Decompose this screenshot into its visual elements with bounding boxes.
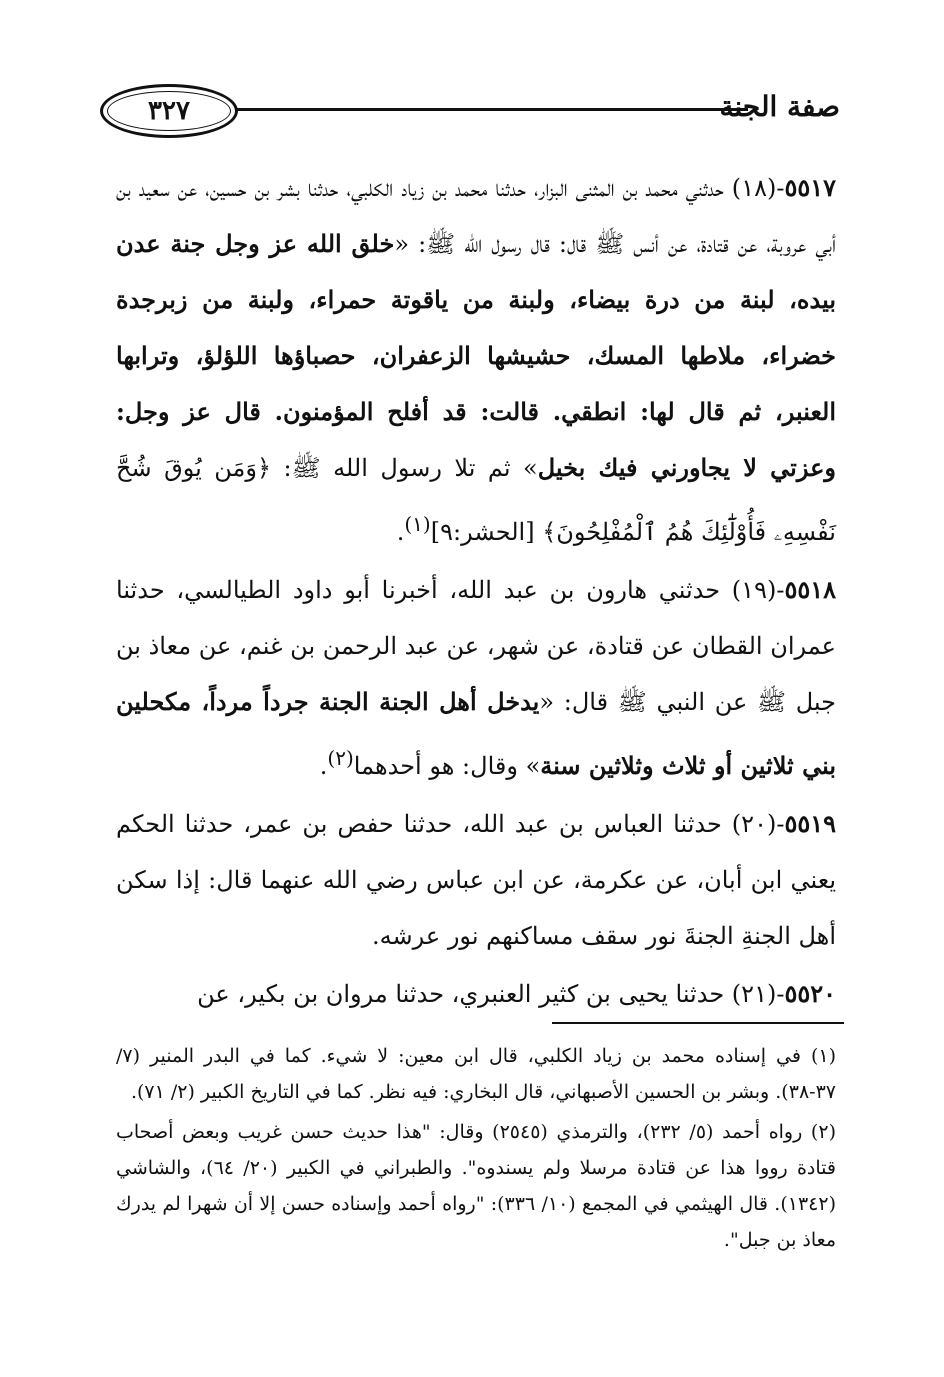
hadith-text: -(٢٠) حدثنا العباس بن عبد الله، حدثنا حفص بن عمر، حدثنا الحكم يعني ابن أبان، عن عكرمة، عن ابن عباس رضي الله عنهما قال: إذا سكن أهل الجنةِ الجنةَ نور سقف مساكنهم نور عرشه. bbox=[116, 810, 837, 950]
main-text bbox=[116, 160, 836, 1024]
hadith-5518 bbox=[116, 562, 836, 794]
hadith-number: ٥٥١٧ bbox=[784, 173, 837, 202]
footnotes bbox=[116, 1038, 836, 1262]
quran-verse: ﴿وَمَن يُوقَ شُحَّ نَفْسِهِۦ فَأُوْلَٰٓئِكَ هُمُ ٱلْمُفْلِحُونَ﴾ bbox=[116, 454, 836, 546]
footnote-1: (١) في إسناده محمد بن زياد الكلبي، قال ابن معين: لا شيء. كما في البدر المنير (٧/ ٣٧-٣٨). وبشر بن الحسين الأصبهاني، قال البخاري: فيه نظر. كما في التاريخ الكبير (٢/ ٧١). bbox=[116, 1045, 836, 1103]
page-number: ٣٢٧ bbox=[148, 96, 190, 126]
running-title: صفة الجنة bbox=[719, 90, 840, 123]
page-header bbox=[100, 82, 840, 142]
footnote-marker: (١) bbox=[404, 512, 431, 536]
hadith-number: ٥٥١٨ bbox=[784, 575, 836, 604]
hadith-number: ٥٥٢٠ bbox=[784, 979, 836, 1008]
hadith-text: -(١٨) حدثني محمد بن المثنى البزار، حدثنا محمد بن زياد الكلبي، حدثنا بشر بن حسين، عن سعيد بن أبي عروبة، عن قتادة، عن أنس ﷺ قال: قال رسول الله ﷺ: « bbox=[116, 174, 836, 258]
page-number-frame bbox=[100, 84, 238, 138]
verse-reference: [الحشر:٩] bbox=[430, 518, 543, 546]
hadith-5517 bbox=[116, 160, 836, 560]
hadith-5520 bbox=[116, 966, 836, 1022]
sentence-end: . bbox=[319, 752, 328, 780]
hadith-matn: يدخل أهل الجنة الجنة جرداً مرداً، مكحلين بني ثلاثين أو ثلاث وثلاثين سنة bbox=[116, 687, 836, 780]
footnote-marker: (٢) bbox=[327, 746, 354, 770]
hadith-text: » وقال: هو أحدهما bbox=[353, 752, 541, 780]
hadith-text: -(٢١) حدثنا يحيى بن كثير العنبري، حدثنا مروان بن بكير، عن bbox=[197, 980, 785, 1008]
hadith-5519 bbox=[116, 796, 836, 964]
hadith-text: -(١٩) حدثني هارون بن عبد الله، أخبرنا أبو داود الطيالسي، حدثنا عمران القطان عن قتادة، عن شهر، عن عبد الرحمن بن غنم، عن معاذ بن جبل ﷺ عن النبي ﷺ قال: « bbox=[116, 576, 836, 716]
hadith-text: » ثم تلا رسول الله ﷺ: bbox=[271, 454, 538, 482]
header-rule bbox=[236, 108, 748, 111]
hadith-number: ٥٥١٩ bbox=[784, 809, 836, 838]
footnote-2: (٢) رواه أحمد (٥/ ٢٣٢)، والترمذي (٢٥٤٥) وقال: "هذا حديث حسن غريب وبعض أصحاب قتادة رووا هذا عن قتادة مرسلا ولم يسندوه". والطبراني في الكبير (٢٠/ ٦٤)، والشاشي (١٣٤٢). قال الهيثمي في المجمع (١٠/ ٣٣٦): "رواه أحمد وإسناده حسن إلا أن شهرا لم يدرك معاذ بن جبل". bbox=[116, 1121, 836, 1251]
sentence-end: . bbox=[396, 518, 405, 546]
hadith-matn: خلق الله عز وجل جنة عدن بيده، لبنة من درة بيضاء، ولبنة من ياقوتة حمراء، ولبنة من زبرجدة خضراء، ملاطها المسك، حشيشها الزعفران، حصباؤها اللؤلؤ، وترابها العنبر، ثم قال لها: انطقي. قالت: قد أفلح المؤمنون. قال عز وجل: وعزتي لا يجاورني فيك بخيل bbox=[116, 229, 836, 482]
footnote-separator bbox=[552, 1022, 844, 1024]
